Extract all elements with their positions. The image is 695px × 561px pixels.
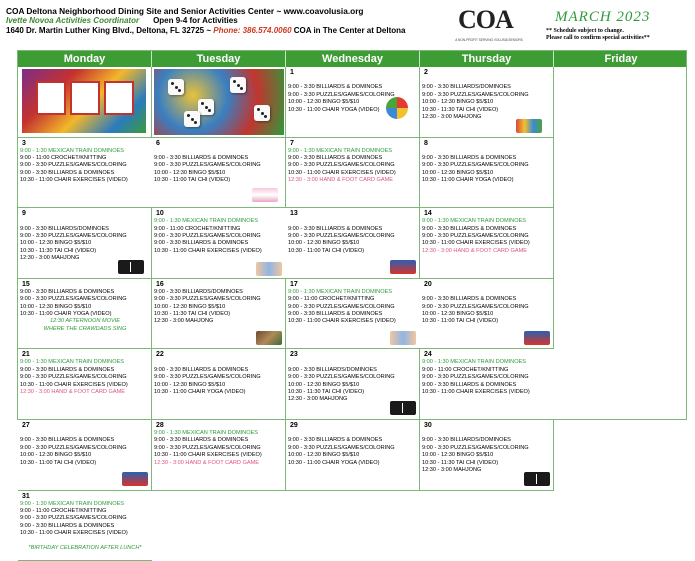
day-number: 2 [424, 69, 428, 76]
day-cell [420, 420, 554, 491]
event-item: 12:30 - 3:00 HAND & FOOT CARD GAME [20, 389, 125, 395]
event-item: 9:00 - 1:30 MEXICAN TRAIN DOMINOES [20, 359, 125, 366]
event-list [20, 218, 150, 262]
month-title: MARCH 2023 [555, 9, 651, 25]
weekday-header-row [18, 51, 686, 67]
event-item: 10:30 - 11:00 CHAIR EXERCISES (VIDEO) [422, 389, 530, 395]
event-list [20, 289, 150, 333]
event-item: 9:00 - 1:30 MEXICAN TRAIN DOMINOES [288, 288, 393, 295]
day-number: 29 [290, 421, 298, 429]
weekday-friday: Friday [604, 53, 638, 65]
event-item: 9:00 - 3:30 BILLIARDS & DOMINOES [422, 225, 517, 232]
event-item [288, 430, 418, 437]
event-item: 10:00 - 12:30 BINGO $5/$10 [20, 303, 92, 310]
header [0, 0, 695, 52]
day-cell [420, 349, 554, 420]
event-item: 10:30 - 11:00 TAI CHI (VIDEO) [422, 318, 499, 325]
board-game-icon [524, 331, 550, 345]
day-number: 22 [156, 351, 164, 359]
event-item: 9:00 - 3:30 BILLIARDS & DOMINOES [20, 169, 115, 176]
hours-text: Open 9-4 for Activities [153, 16, 238, 25]
event-item: 9:00 - 3:30 BILLIARDS & DOMINOES [288, 225, 383, 232]
event-item: 10:30 - 11:00 CHAIR EXERCISES (VIDEO) [288, 318, 396, 325]
event-item: 10:00 - 12:30 BINGO $5/$10 [288, 381, 360, 388]
event-item: 10:30 - 11:00 CHAIR YOGA (VIDEO) [20, 311, 112, 317]
event-item: 10:30 - 11:00 TAI CHI (VIDEO) [154, 177, 231, 184]
event-item: 9:00 - 11:00 CROCHET/KNITTING [288, 296, 375, 303]
event-item: 12:30 AFTERNOON MOVIE [49, 318, 121, 325]
event-item: 9:00 - 3:30 PUZZLES/GAMES/COLORING [422, 303, 529, 310]
day-cell [420, 67, 554, 138]
day-number: 7 [290, 139, 294, 147]
event-item: 10:30 - 11:00 TAI CHI (VIDEO) [20, 459, 97, 466]
event-item: 9:00 - 3:30 PUZZLES/GAMES/COLORING [20, 233, 127, 239]
event-list [422, 77, 552, 121]
event-item: 9:00 - 1:30 MEXICAN TRAIN DOMINOES [154, 429, 259, 436]
event-item: 12:30 - 3:00 MAHJONG [20, 255, 80, 262]
day-number: 8 [424, 139, 428, 147]
logo-tagline: A NON-PROFIT SERVING VOLUSIA SENIORS [455, 38, 523, 42]
day-cell [18, 491, 152, 561]
day-cell [152, 279, 286, 350]
event-item: 9:00 - 3:30 BILLIARDS & DOMINOES [288, 84, 383, 91]
event-list [154, 430, 284, 467]
day-cell [286, 279, 420, 350]
event-item: 9:00 - 3:30 BILLIARDS/DOMINOES [154, 288, 243, 295]
day-number: 21 [22, 351, 30, 359]
event-item: 10:00 - 12:30 BINGO $5/$10 [288, 99, 360, 106]
event-item [288, 77, 418, 84]
event-item: 9:00 - 3:30 PUZZLES/GAMES/COLORING [288, 233, 395, 239]
logo-text: COA [458, 5, 513, 34]
event-item: 9:00 - 3:30 PUZZLES/GAMES/COLORING [154, 444, 261, 451]
event-item: 9:00 - 3:30 PUZZLES/GAMES/COLORING [20, 296, 127, 303]
event-item [422, 148, 552, 155]
event-item: 9:00 - 3:30 PUZZLES/GAMES/COLORING [422, 374, 529, 381]
event-item: 9:00 - 3:30 PUZZLES/GAMES/COLORING [422, 162, 529, 169]
mahjong-tiles-icon [524, 472, 550, 486]
event-item: 12:30 - 3:00 MAHJONG [154, 318, 214, 325]
event-item: 10:00 - 12:30 BINGO $5/$10 [422, 452, 494, 459]
event-item: 9:00 - 3:30 BILLIARDS & DOMINOES [154, 240, 249, 247]
event-item: 9:00 - 11:00 CROCHET/KNITTING [154, 225, 241, 232]
event-item: 9:00 - 3:30 BILLIARDS & DOMINOES [422, 155, 517, 161]
center-title: COA Deltona Neighborhood Dining Site and Senior Activities Center ~ www.coavolusia.org [6, 6, 364, 16]
event-item: 12:30 - 3:00 MAHJONG [288, 396, 348, 403]
event-item: 10:30 - 11:00 CHAIR EXERCISES (VIDEO) [20, 177, 128, 184]
day-number: 10 [156, 210, 164, 218]
event-item: 9:00 - 3:30 BILLIARDS & DOMINOES [154, 437, 249, 444]
event-item: WHERE THE CRAWDADS SING [43, 325, 127, 332]
day-number: 16 [156, 280, 164, 288]
event-item: 9:00 - 3:30 PUZZLES/GAMES/COLORING [20, 444, 127, 451]
event-item: 9:00 - 3:30 PUZZLES/GAMES/COLORING [422, 444, 529, 451]
puzzle-image-icon [516, 119, 542, 133]
event-item: 10:30 - 11:30 TAI CHI (VIDEO) [422, 106, 499, 113]
event-item: 9:00 - 3:30 BILLIARDS & DOMINOES [20, 288, 115, 295]
day-cell [152, 138, 286, 209]
event-list [20, 148, 150, 185]
event-item: 10:30 - 11:30 TAI CHI (VIDEO) [154, 311, 231, 317]
event-list [422, 218, 552, 255]
logo-mark [458, 5, 513, 35]
schedule-note-line1: ** Schedule subject to change. [546, 28, 624, 34]
day-cell [420, 208, 554, 279]
day-number: 30 [424, 421, 432, 429]
event-item: 9:00 - 1:30 MEXICAN TRAIN DOMINOES [288, 147, 393, 154]
event-item: 9:00 - 3:30 BILLIARDS & DOMINOES [154, 366, 249, 373]
people-image-icon [390, 331, 416, 345]
mahjong-tiles-icon [390, 401, 416, 415]
event-list [288, 218, 418, 255]
event-item: 10:30 - 11:00 CHAIR EXERCISES (VIDEO) [20, 530, 128, 537]
event-item: 9:00 - 11:00 CROCHET/KNITTING [422, 366, 509, 373]
event-item [154, 148, 284, 155]
event-item: 12:30 - 3:00 HAND & FOOT CARD GAME [154, 459, 259, 466]
bingo-card-icon [36, 81, 66, 115]
event-item: 9:00 - 1:30 MEXICAN TRAIN DOMINOES [422, 359, 527, 366]
event-item: 9:00 - 3:30 PUZZLES/GAMES/COLORING [154, 374, 261, 381]
event-list [154, 359, 284, 396]
event-item: 10:30 - 11:00 CHAIR YOGA (VIDEO) [288, 106, 380, 113]
event-item: 9:00 - 1:30 MEXICAN TRAIN DOMINOES [20, 500, 125, 507]
event-item: 10:30 - 11:30 TAI CHI (VIDEO) [288, 389, 365, 395]
day-cell [420, 138, 554, 209]
event-list [288, 359, 418, 403]
people-image-icon [256, 262, 282, 276]
calendar-grid [18, 67, 686, 561]
event-item: 9:00 - 3:30 BILLIARDS/DOMINOES [422, 84, 511, 91]
day-number: 3 [22, 139, 26, 147]
bingo-card-icon [70, 81, 100, 115]
event-item: 10:00 - 12:30 BINGO $5/$10 [154, 169, 226, 176]
day-cell [18, 208, 152, 279]
day-cell [420, 279, 554, 350]
coordinator-name: Ivette Novoa Activities Coordinator [6, 16, 140, 25]
coordinator-line [6, 16, 238, 25]
event-item: 10:30 - 11:00 CHAIR EXERCISES (VIDEO) [288, 169, 396, 176]
weekday-wednesday: Wednesday [286, 51, 420, 67]
event-item: 12:30 - 3:00 MAHJONG [422, 467, 482, 473]
day-cell [18, 349, 152, 420]
event-item: 9:00 - 3:30 BILLIARDS/DOMINOES [288, 366, 377, 373]
die-icon [230, 77, 246, 93]
event-item: 9:00 - 3:30 PUZZLES/GAMES/COLORING [20, 374, 127, 381]
event-item: 9:00 - 3:30 BILLIARDS & DOMINOES [288, 311, 383, 317]
day-number: 27 [22, 421, 30, 429]
event-item: 9:00 - 3:30 PUZZLES/GAMES/COLORING [154, 162, 261, 169]
tai-chi-image-icon [256, 331, 282, 345]
day-cell [286, 349, 420, 420]
event-item: 9:00 - 3:30 PUZZLES/GAMES/COLORING [288, 303, 395, 310]
event-list [422, 430, 552, 474]
event-list [288, 289, 418, 326]
event-item: 10:00 - 12:30 BINGO $5/$10 [20, 240, 92, 247]
event-item: 9:00 - 11:00 CROCHET/KNITTING [20, 507, 107, 514]
day-cell [152, 349, 286, 420]
event-item [20, 218, 150, 225]
address-text: 1640 Dr. Martin Luther King Blvd., Deltona, FL 32725 ~ [6, 26, 214, 35]
event-item: 10:30 - 11:00 CHAIR YOGA (VIDEO) [154, 389, 246, 395]
event-item: 9:00 - 3:30 PUZZLES/GAMES/COLORING [288, 374, 395, 381]
event-item: 9:00 - 1:30 MEXICAN TRAIN DOMINOES [20, 147, 125, 154]
event-list [154, 218, 284, 255]
day-cell [286, 208, 420, 279]
event-item: 9:00 - 3:30 PUZZLES/GAMES/COLORING [20, 515, 127, 522]
event-item: 9:00 - 11:00 CROCHET/KNITTING [20, 155, 107, 161]
die-icon [254, 105, 270, 121]
day-number: 14 [424, 210, 432, 218]
event-item: *BIRTHDAY CELEBRATION AFTER LUNCH* [28, 545, 142, 551]
day-cell [152, 67, 286, 138]
board-game-icon [390, 260, 416, 274]
day-cell [18, 279, 152, 350]
event-item: 9:00 - 3:30 PUZZLES/GAMES/COLORING [154, 296, 261, 303]
event-item: 9:00 - 3:30 PUZZLES/GAMES/COLORING [288, 91, 395, 98]
event-item: 10:00 - 12:30 BINGO $5/$10 [422, 169, 494, 176]
event-item: 9:00 - 1:30 MEXICAN TRAIN DOMINOES [422, 218, 527, 225]
event-list [288, 430, 418, 467]
day-number: 15 [22, 280, 30, 288]
event-list [422, 289, 552, 326]
event-item: 9:00 - 3:30 BILLIARDS & DOMINOES [288, 155, 383, 161]
event-item: 10:00 - 12:30 BINGO $5/$10 [20, 452, 92, 459]
event-item: 10:30 - 11:00 CHAIR YOGA (VIDEO) [422, 177, 514, 184]
event-item: 12:30 - 3:00 HAND & FOOT CARD GAME [422, 247, 527, 254]
event-item: 9:00 - 3:30 PUZZLES/GAMES/COLORING [422, 233, 529, 239]
event-item: 9:00 - 3:30 PUZZLES/GAMES/COLORING [422, 91, 529, 98]
event-item: 9:00 - 3:30 BILLIARDS & DOMINOES [422, 381, 517, 388]
schedule-note-line2: Please call to confirm special activities** [546, 35, 650, 41]
billiard-ball-icon [386, 97, 408, 119]
calendar [17, 50, 687, 551]
event-item: 10:00 - 12:30 BINGO $5/$10 [288, 240, 360, 247]
day-number: 6 [156, 139, 160, 147]
coa-logo [450, 5, 528, 49]
event-item [422, 430, 552, 437]
day-number: 9 [22, 210, 26, 218]
event-list [20, 501, 150, 553]
event-item: 9:00 - 3:30 PUZZLES/GAMES/COLORING [154, 233, 261, 239]
birthday-cake-icon [252, 188, 278, 202]
event-item: 9:00 - 3:30 BILLIARDS & DOMINOES [20, 437, 115, 444]
event-item: 9:00 - 1:30 MEXICAN TRAIN DOMINOES [154, 218, 259, 225]
event-item: 9:00 - 3:30 BILLIARDS/DOMINOES [422, 437, 511, 444]
die-icon [198, 99, 214, 115]
event-item: 10:30 - 11:00 CHAIR YOGA (VIDEO) [288, 459, 380, 466]
day-cell [18, 67, 152, 138]
die-icon [168, 79, 184, 95]
event-item: 9:00 - 3:30 BILLIARDS & DOMINOES [154, 155, 249, 161]
day-number: 31 [22, 492, 30, 500]
event-item: 9:00 - 3:30 BILLIARDS & DOMINOES [20, 522, 115, 529]
weekday-monday: Monday [18, 51, 152, 67]
event-list [422, 359, 552, 396]
event-item [154, 359, 284, 366]
event-item: 10:30 - 11:00 CHAIR EXERCISES (VIDEO) [20, 381, 128, 388]
event-item: 10:00 - 12:30 BINGO $5/$10 [422, 311, 494, 317]
event-list [20, 430, 150, 467]
board-game-icon [122, 472, 148, 486]
day-cell [18, 138, 152, 209]
event-item [422, 77, 552, 84]
event-item: 9:00 - 3:30 BILLIARDS & DOMINOES [422, 296, 517, 303]
event-item: 10:00 - 12:30 BINGO $5/$10 [154, 381, 226, 388]
event-item: 9:00 - 3:30 BILLIARDS & DOMINOES [20, 366, 115, 373]
event-item: 10:30 - 11:30 TAI CHI (VIDEO) [422, 459, 499, 466]
day-cell [286, 420, 420, 491]
event-item: 10:30 - 11:00 CHAIR EXERCISES (VIDEO) [154, 452, 262, 459]
day-number: 28 [156, 421, 164, 429]
event-list [20, 359, 150, 396]
dominoes-image-icon [118, 260, 144, 274]
day-number: 1 [290, 69, 294, 76]
day-number: 23 [290, 351, 298, 359]
bingo-card-icon [104, 81, 134, 115]
address-tail: COA in The Center at Deltona [291, 26, 406, 35]
event-item: 12:30 - 3:00 MAHJONG [422, 114, 482, 121]
event-item: 10:00 - 12:30 BINGO $5/$10 [422, 99, 494, 106]
die-icon [184, 111, 200, 127]
event-item: 9:00 - 3:30 PUZZLES/GAMES/COLORING [288, 444, 395, 451]
phone-text: Phone: 386.574.0060 [213, 26, 292, 35]
day-cell [286, 138, 420, 209]
day-cell [152, 420, 286, 491]
day-cell [286, 67, 420, 138]
day-number: 17 [290, 280, 298, 288]
event-list [288, 148, 418, 185]
event-item: 10:30 - 11:00 TAI CHI (VIDEO) [288, 247, 365, 254]
event-list [154, 289, 284, 326]
event-item: 10:00 - 12:30 BINGO $5/$10 [154, 303, 226, 310]
event-item [20, 430, 150, 437]
event-item: 10:30 - 11:00 CHAIR EXERCISES (VIDEO) [422, 240, 530, 247]
event-item: 9:00 - 3:30 BILLIARDS/DOMINOES [20, 225, 109, 232]
event-item [288, 218, 418, 225]
event-item: 10:00 - 12:30 BINGO $5/$10 [288, 452, 360, 459]
schedule-note [546, 28, 650, 42]
address-line [6, 26, 405, 35]
weekday-thursday: Thursday [420, 51, 554, 67]
dice-icon [154, 69, 284, 135]
day-cell [18, 420, 152, 491]
weekday-tuesday: Tuesday [152, 51, 286, 67]
event-item: 10:30 - 11:00 CHAIR EXERCISES (VIDEO) [154, 247, 262, 254]
event-item [288, 359, 418, 366]
event-item: 10:30 - 11:30 TAI CHI (VIDEO) [20, 247, 97, 254]
event-list [154, 148, 284, 185]
event-item: 12:30 - 3:00 HAND & FOOT CARD GAME [288, 177, 393, 184]
day-number: 24 [424, 351, 432, 359]
day-number: 13 [290, 210, 298, 218]
event-item [422, 289, 552, 296]
event-list [422, 148, 552, 185]
event-item: 9:00 - 3:30 PUZZLES/GAMES/COLORING [288, 162, 395, 169]
event-item: 9:00 - 3:30 BILLIARDS & DOMINOES [288, 437, 383, 444]
event-item: 9:00 - 3:30 PUZZLES/GAMES/COLORING [20, 162, 127, 169]
event-item [20, 538, 150, 545]
bingo-cards-icon [22, 69, 146, 133]
day-cell [152, 208, 286, 279]
day-number: 20 [424, 280, 432, 288]
